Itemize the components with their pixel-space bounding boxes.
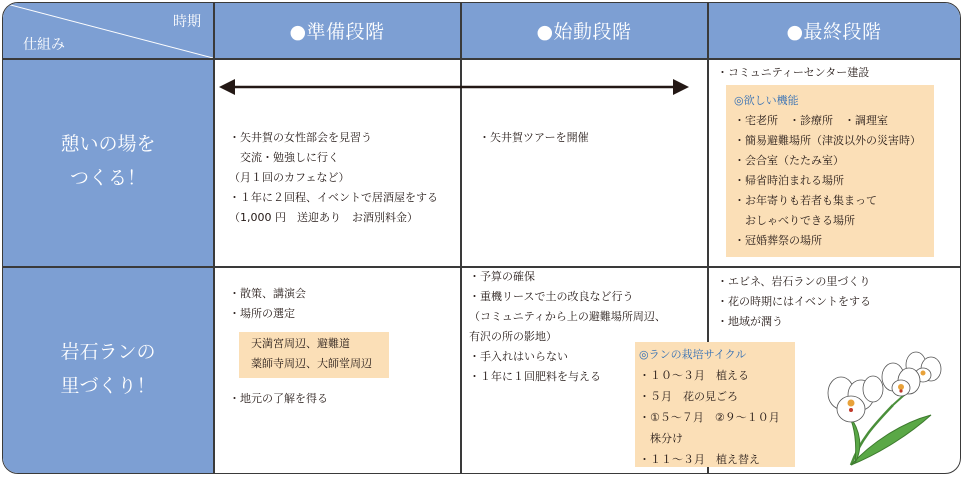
row1-prep-text [229,128,438,228]
text-line: ・手入れはいらない [469,350,568,363]
row2-prep-bottom: ・地元の了解を得る [229,392,328,405]
column-divider [460,3,462,473]
double-arrow-icon [219,75,689,99]
features-box [726,85,934,257]
cultivation-cycle-box [635,342,795,467]
cycle-item: ・１１～３月 植え替え [639,453,760,466]
feature-item: ・帰省時泊まれる場所 [734,174,844,187]
row-divider [3,58,960,60]
location-box [239,332,389,378]
text-line: ・矢井賀ツアーを開催 [479,131,589,144]
text-line: 有沢の所の影地） [469,330,557,343]
features-box-title: ◎欲しい機能 [734,94,799,107]
row-title-line: 里づくり！ [60,375,156,397]
feature-item: ・冠婚葬祭の場所 [734,234,822,247]
text-line: （コミュニティから上の避難場所周辺、 [469,310,666,323]
feature-item: ・宅老所 ・診療所 ・調理室 [734,114,888,127]
cycle-box-title: ◎ランの栽培サイクル [639,348,747,361]
column-header-start [461,3,707,58]
column-title-prep: ●準備段階 [289,21,385,43]
period-label: 時期 [173,14,201,30]
text-line: ・場所の選定 [229,307,295,320]
orchid-illustration [821,343,953,467]
text-line: ・地域が潤う [717,315,783,328]
text-line: ・１年に１回肥料を与える [469,370,601,383]
row2-prep-text [229,284,306,324]
row1-final-intro: ・コミュニティーセンター建設 [717,66,870,79]
cycle-item: ・５月 花の見ごろ [639,390,738,403]
text-line: ・予算の確保 [469,270,535,283]
text-line: （1,000 円 送迎あり お酒別料金） [229,211,418,224]
text-line: ・重機リースで土の改良など行う [469,290,634,303]
feature-item: ・お年寄りも若者も集まって [734,194,877,207]
column-divider [213,3,215,473]
text-line: ・エビネ、岩石ランの里づくり [717,275,871,288]
row-header-orchid [3,267,213,473]
column-header-prep [214,3,460,58]
feature-item: ・簡易避難場所（津波以外の災害時） [734,134,921,147]
text-line: ・１年に２回程、イベントで居酒屋をする [229,191,438,204]
column-title-start: ●始動段階 [536,21,632,43]
text-line: 交流・勉強しに行く [229,151,339,164]
row-title-line: つくる！ [69,167,146,189]
text-line: ・散策、講演会 [229,287,306,300]
row-header-gathering [3,59,213,266]
column-header-final [708,3,960,58]
cycle-item: ・①５～７月 ②９～１０月 [639,411,780,424]
feature-item: ・会合室（たたみ室） [734,154,844,167]
text-line: （月１回のカフェなど） [229,171,350,184]
row2-final-text [717,272,871,332]
structure-label: 仕組み [23,37,65,53]
column-title-final: ●最終段階 [786,21,882,43]
cycle-item: ・１０～３月 植える [639,369,749,382]
cycle-item: 株分け [639,432,683,445]
row1-start-text [479,128,589,148]
plan-table [2,2,961,474]
text-line: ・花の時期にはイベントをする [717,295,871,308]
feature-item: おしゃべりできる場所 [734,214,855,227]
location-item: 薬師寺周辺、大師堂周辺 [251,357,372,370]
corner-header [3,3,213,58]
row-title-line: 岩石ランの [60,341,156,363]
text-line: ・矢井賀の女性部会を見習う [229,131,372,144]
location-item: 天満宮周辺、避難道 [251,337,350,350]
row-title-line: 憩いの場を [60,133,156,155]
